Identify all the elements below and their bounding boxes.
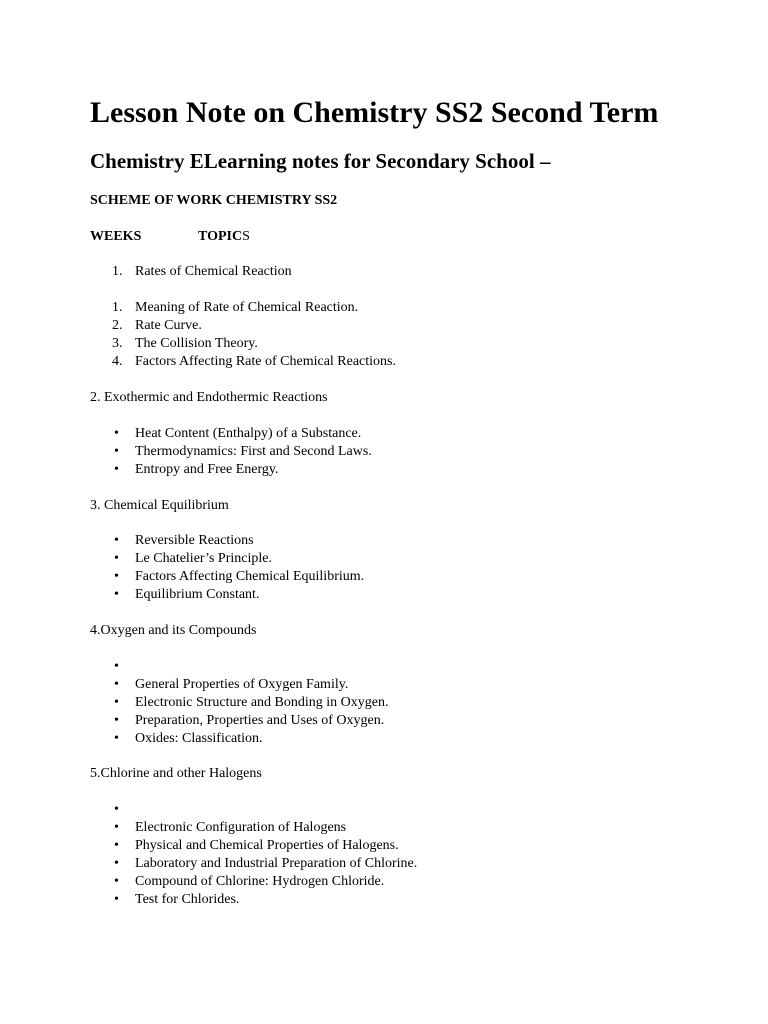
list-item	[90, 586, 364, 604]
list-marker: 2.	[112, 318, 123, 333]
list-item-text: Physical and Chemical Properties of Halogens.	[135, 838, 399, 853]
list-item-text: Preparation, Properties and Uses of Oxygen.	[135, 713, 385, 728]
section-5-heading: 5.Chlorine and other Halogens	[90, 766, 262, 781]
bullet-marker: •	[114, 874, 119, 889]
list-item	[90, 891, 417, 909]
list-item	[90, 819, 417, 837]
list-item	[90, 855, 417, 873]
section-1-items	[90, 299, 396, 371]
bullet-marker: •	[114, 462, 119, 477]
list-item	[90, 694, 389, 712]
bullet-marker: •	[114, 713, 119, 728]
list-marker: 1.	[112, 300, 123, 315]
bullet-marker: •	[114, 677, 119, 692]
bullet-marker: •	[114, 838, 119, 853]
bullet-marker: •	[114, 856, 119, 871]
list-item-text: Electronic Configuration of Halogens	[135, 820, 347, 835]
list-item	[90, 568, 364, 586]
weeks-heading: WEEKS	[90, 229, 142, 244]
topics-heading-bold: TOPIC	[198, 229, 243, 244]
list-item	[90, 658, 389, 676]
bullet-marker: •	[114, 569, 119, 584]
list-item	[90, 801, 417, 819]
bullet-marker: •	[114, 426, 119, 441]
bullet-marker: •	[114, 892, 119, 907]
list-item-text: The Collision Theory.	[135, 336, 258, 351]
list-item-text: Test for Chlorides.	[135, 892, 240, 907]
section-2-heading: 2. Exothermic and Endothermic Reactions	[90, 390, 328, 405]
column-headings	[90, 228, 250, 246]
list-item-text: Electronic Structure and Bonding in Oxygen.	[135, 695, 389, 710]
list-item	[90, 730, 389, 748]
bullet-marker: •	[114, 820, 119, 835]
list-item	[90, 532, 364, 550]
page-subtitle: Chemistry ELearning notes for Secondary School –	[90, 149, 551, 173]
list-item-text: Equilibrium Constant.	[135, 587, 260, 602]
section-heading-text: Rates of Chemical Reaction	[135, 264, 292, 279]
list-item	[90, 425, 372, 443]
list-item-text: Le Chatelier’s Principle.	[135, 551, 272, 566]
list-item	[90, 676, 389, 694]
topics-heading	[198, 228, 250, 246]
section-3-heading: 3. Chemical Equilibrium	[90, 498, 229, 513]
list-item-text: Compound of Chlorine: Hydrogen Chloride.	[135, 874, 385, 889]
list-item-text: Oxides: Classification.	[135, 731, 263, 746]
list-item-text: Factors Affecting Chemical Equilibrium.	[135, 569, 365, 584]
bullet-marker: •	[114, 659, 119, 674]
section-heading	[90, 263, 292, 281]
section-4-heading: 4.Oxygen and its Compounds	[90, 623, 257, 638]
scheme-heading: SCHEME OF WORK CHEMISTRY SS2	[90, 193, 338, 208]
bullet-marker: •	[114, 444, 119, 459]
list-item-text: Heat Content (Enthalpy) of a Substance.	[135, 426, 362, 441]
list-item	[90, 837, 417, 855]
list-item-text: Reversible Reactions	[135, 533, 254, 548]
bullet-marker: •	[114, 551, 119, 566]
list-item	[90, 550, 364, 568]
section-3-items	[90, 532, 364, 604]
bullet-marker: •	[114, 695, 119, 710]
page-title: Lesson Note on Chemistry SS2 Second Term	[90, 96, 659, 129]
list-marker: 3.	[112, 336, 123, 351]
section-2-items	[90, 425, 372, 479]
section-4-items	[90, 658, 389, 748]
topics-heading-rest: S	[242, 229, 250, 244]
list-item-text: Factors Affecting Rate of Chemical Reactions.	[135, 354, 397, 369]
list-item	[90, 873, 417, 891]
bullet-marker: •	[114, 587, 119, 602]
bullet-marker: •	[114, 533, 119, 548]
list-item	[90, 317, 396, 335]
section-5-items	[90, 801, 417, 909]
list-item	[90, 299, 396, 317]
list-item	[90, 712, 389, 730]
section-1-heading-list	[90, 263, 292, 281]
list-marker: 4.	[112, 354, 123, 369]
list-item	[90, 353, 396, 371]
list-item	[90, 461, 372, 479]
list-item-text: Laboratory and Industrial Preparation of Chlorine.	[135, 856, 418, 871]
list-item-text: Rate Curve.	[135, 318, 202, 333]
bullet-marker: •	[114, 731, 119, 746]
list-item-text: Thermodynamics: First and Second Laws.	[135, 444, 372, 459]
list-item	[90, 335, 396, 353]
list-item-text: Meaning of Rate of Chemical Reaction.	[135, 300, 359, 315]
list-item	[90, 443, 372, 461]
list-marker: 1.	[112, 264, 123, 279]
list-item-text: General Properties of Oxygen Family.	[135, 677, 349, 692]
list-item-text: Entropy and Free Energy.	[135, 462, 279, 477]
bullet-marker: •	[114, 802, 119, 817]
